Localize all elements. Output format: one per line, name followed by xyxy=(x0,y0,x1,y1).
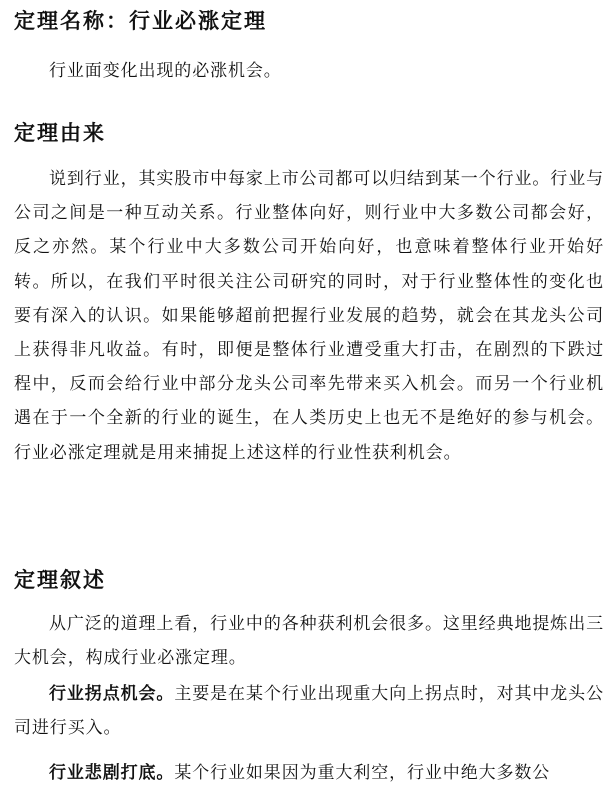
opportunity-paragraph-tragedy-bottom xyxy=(14,756,604,790)
theorem-name-heading: 定理名称：行业必涨定理 xyxy=(14,9,267,33)
theorem-summary-paragraph: 行业面变化出现的必涨机会。 xyxy=(49,61,282,81)
opportunity-text: 某个行业如果因为重大利空，行业中绝大多数公 xyxy=(174,763,551,783)
opportunity-paragraph-turning-point xyxy=(14,677,604,745)
theorem-statement-intro-paragraph: 从广泛的道理上看，行业中的各种获利机会很多。这里经典地提炼出三大机会，构成行业必涨定理。 xyxy=(14,614,604,669)
theorem-origin-paragraph: 说到行业，其实股市中每家上市公司都可以归结到某一个行业。行业与公司之间是一种互动关系。行业整体向好，则行业中大多数公司都会好，反之亦然。某个行业中大多数公司开始向好，也意味着整体行业开始好转。所以，在我们平时很关注公司研究的同时，对于行业整体性的变化也要有深入的认识。如果能够超前把握行业发展的趋势，就会在其龙头公司上获得非凡收益。有时，即便是整体行业遭受重大打击，在剧烈的下跌过程中，反而会给行业中部分龙头公司率先带来买入机会。而另一个行业机遇在于一个全新的行业的诞生，在人类历史上也无不是绝好的参与机会。行业必涨定理就是用来捕捉上述这样的行业性获利机会。 xyxy=(14,169,604,463)
opportunity-text: 主要是在某个行业出现重大向上拐点时，对其中龙头公司进行买入。 xyxy=(14,684,604,739)
theorem-statement-heading: 定理叙述 xyxy=(14,568,106,592)
opportunity-title: 行业悲剧打底。 xyxy=(49,763,175,783)
theorem-origin-heading: 定理由来 xyxy=(14,121,106,145)
opportunity-title: 行业拐点机会。 xyxy=(49,684,175,704)
